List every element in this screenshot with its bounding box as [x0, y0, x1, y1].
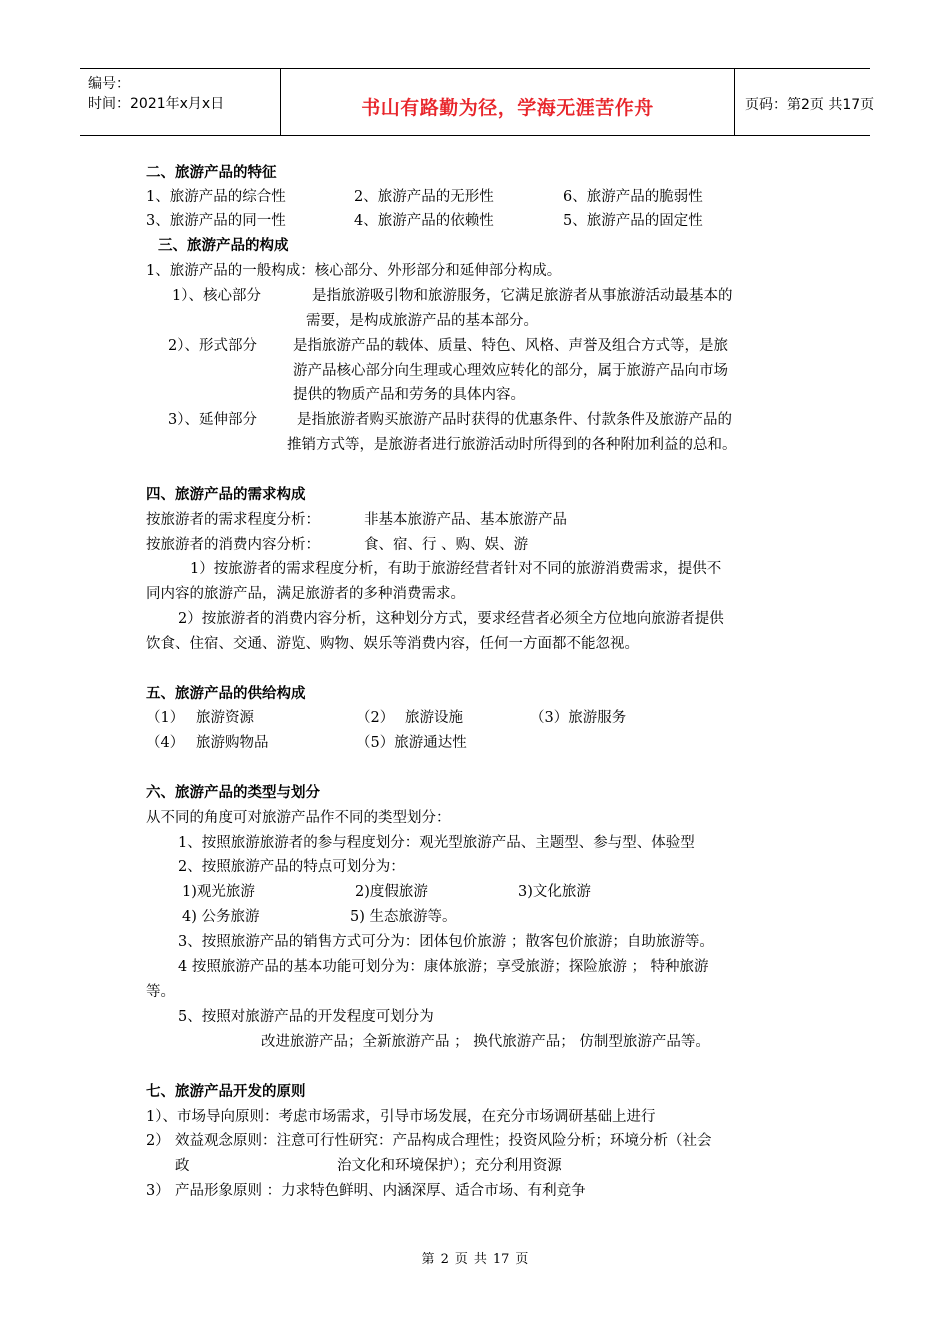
type-line: 4 按照旅游产品的基本功能可划分为：康体旅游；享受旅游；探险旅游 ； 特种旅游 [178, 959, 709, 975]
feature-item: 1、旅游产品的综合性 [146, 189, 286, 205]
composition-intro: 1、旅游产品的一般构成：核心部分、外形部分和延伸部分构成。 [146, 263, 562, 279]
demand-analysis-value: 食、宿、行 、购、娱、游 [364, 537, 529, 553]
core-part-label: 1）、核心部分 [172, 288, 261, 304]
demand-paragraph: 2）按旅游者的消费内容分析，这种划分方式，要求经营者必须全方位地向旅游者提供 [178, 611, 724, 627]
section-4-title: 四、旅游产品的需求构成 [146, 486, 306, 503]
feature-item: 2、旅游产品的无形性 [354, 189, 494, 205]
principle-line: 治文化和环境保护）；充分利用资源 [337, 1158, 562, 1174]
feature-item: 3、旅游产品的同一性 [146, 213, 286, 229]
extension-part-label: 3）、延伸部分 [168, 412, 257, 428]
section-2-title: 二、旅游产品的特征 [146, 164, 277, 181]
type-item: 5) 生态旅游等。 [350, 909, 457, 925]
type-line: 1、按照旅游旅游者的参与程度划分：观光型旅游产品、主题型、参与型、体验型 [178, 835, 695, 851]
core-part-text: 是指旅游吸引物和旅游服务，它满足旅游者从事旅游活动最基本的 [312, 288, 733, 304]
type-item: 2)度假旅游 [355, 884, 428, 900]
page-number-label: 页码：第2页 共17页 [745, 97, 875, 113]
footer-word: 页 [454, 1252, 468, 1267]
principle-line: 政 [175, 1158, 190, 1174]
principle-line: 产品形象原则 ：力求特色鲜明、内涵深厚、适合市场、有利竞争 [175, 1183, 586, 1199]
feature-item: 6、旅游产品的脆弱性 [563, 189, 703, 205]
supply-item-number: （1） [146, 710, 185, 726]
type-item: 4) 公务旅游 [182, 909, 260, 925]
serial-label: 编号： [88, 76, 130, 92]
footer-word: 第 [421, 1252, 435, 1267]
footer-total-pages: 17 [492, 1252, 510, 1267]
demand-paragraph: 同内容的旅游产品，满足旅游者的多种消费需求。 [146, 586, 465, 602]
date-label: 时间：2021年x月x日 [88, 96, 225, 112]
principle-line: 1）、市场导向原则：考虑市场需求，引导市场发展，在充分市场调研基础上进行 [146, 1109, 656, 1125]
supply-item: 旅游设施 [405, 710, 463, 726]
supply-item-number: （4） [146, 735, 185, 751]
core-part-text: 需要，是构成旅游产品的基本部分。 [306, 313, 538, 329]
header-motto: 书山有路勤为径，学海无涯苦作舟 [361, 97, 654, 119]
extension-part-text: 是指旅游者购买旅游产品时获得的优惠条件、付款条件及旅游产品的 [297, 412, 732, 428]
header-right-cell [735, 69, 875, 135]
form-part-text: 游产品核心部分向生理或心理效应转化的部分，属于旅游产品向市场 [293, 363, 728, 379]
type-line: 3、按照旅游产品的销售方式可分为：团体包价旅游 ；散客包价旅游；自助旅游等。 [178, 934, 714, 950]
section-7-title: 七、旅游产品开发的原则 [146, 1083, 306, 1100]
type-line: 改进旅游产品；全新旅游产品 ； 换代旅游产品； 仿制型旅游产品等。 [261, 1034, 710, 1050]
page-header [80, 68, 875, 136]
type-line: 等。 [146, 984, 175, 1000]
type-intro: 从不同的角度可对旅游产品作不同的类型划分： [146, 810, 451, 826]
section-5-title: 五、旅游产品的供给构成 [146, 685, 306, 702]
feature-item: 5、旅游产品的固定性 [563, 213, 703, 229]
header-left-cell [80, 69, 280, 135]
supply-item: （5）旅游通达性 [356, 735, 467, 751]
footer-word: 共 [473, 1252, 487, 1267]
demand-analysis-label: 按旅游者的消费内容分析： [146, 537, 320, 553]
principle-number: 2） [146, 1133, 170, 1149]
section-6-title: 六、旅游产品的类型与划分 [146, 784, 320, 801]
type-line: 2、按照旅游产品的特点可划分为： [178, 859, 405, 875]
supply-item: 旅游购物品 [196, 735, 269, 751]
page-footer [0, 1248, 950, 1267]
footer-page-number: 2 [440, 1252, 449, 1267]
demand-paragraph: 饮食、住宿、交通、游览、购物、娱乐等消费内容，任何一方面都不能忽视。 [146, 636, 639, 652]
demand-paragraph: 1）按旅游者的需求程度分析，有助于旅游经营者针对不同的旅游消费需求，提供不 [190, 561, 722, 577]
footer-word: 页 [515, 1252, 529, 1267]
header-center-cell [280, 69, 735, 135]
principle-number: 3） [146, 1183, 170, 1199]
supply-item: （3）旅游服务 [530, 710, 627, 726]
feature-item: 4、旅游产品的依赖性 [354, 213, 494, 229]
form-part-text: 是指旅游产品的载体、质量、特色、风格、声誉及组合方式等，是旅 [293, 338, 728, 354]
type-item: 1)观光旅游 [182, 884, 255, 900]
section-3-title: 三、旅游产品的构成 [158, 237, 289, 254]
extension-part-text: 推销方式等，是旅游者进行旅游活动时所得到的各种附加利益的总和。 [287, 437, 737, 453]
form-part-label: 2）、形式部分 [168, 338, 257, 354]
principle-line: 效益观念原则：注意可行性研究：产品构成合理性；投资风险分析；环境分析（社会 [175, 1133, 712, 1149]
form-part-text: 提供的物质产品和劳务的具体内容。 [293, 387, 525, 403]
demand-analysis-label: 按旅游者的需求程度分析： [146, 512, 320, 528]
type-item: 3)文化旅游 [518, 884, 591, 900]
supply-item-number: （2） [356, 710, 395, 726]
demand-analysis-value: 非基本旅游产品、基本旅游产品 [364, 512, 567, 528]
supply-item: 旅游资源 [196, 710, 254, 726]
type-line: 5、按照对旅游产品的开发程度可划分为 [178, 1009, 434, 1025]
